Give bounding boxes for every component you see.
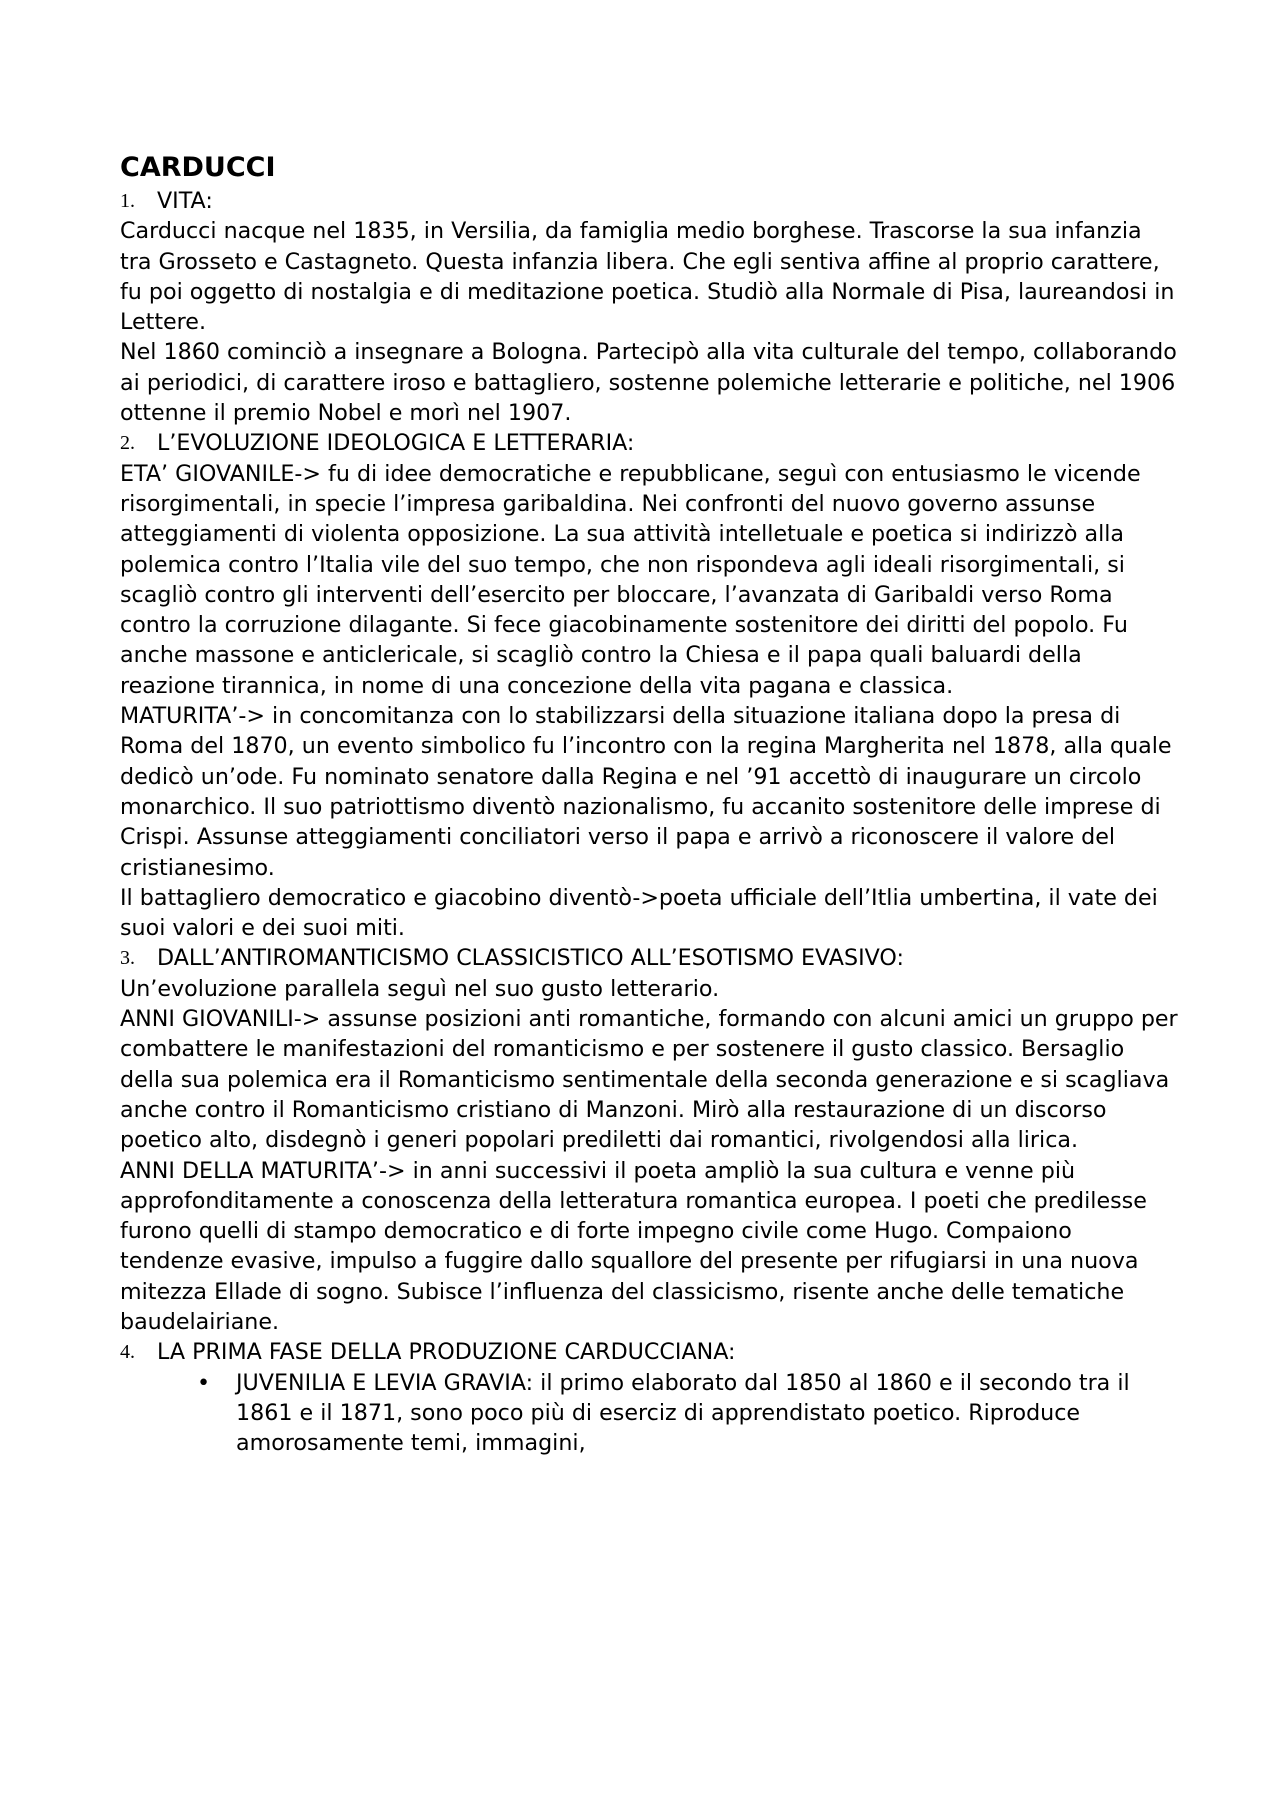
paragraph: Il battagliero democratico e giacobino diventò->poeta ufficiale dell’Itlia umbertina, il vate dei suoi valori e dei suoi miti. [120, 884, 1158, 942]
section-number: 4. [120, 1341, 135, 1364]
paragraph: Carducci nacque nel 1835, in Versilia, da famiglia medio borghese. Trascorse la sua infanzia tra Grosseto e Castagneto. Questa infanzia libera. Che egli sentiva affine al proprio carattere, fu poi oggetto di nostalgia e di meditazione poetica. Studiò alla Normale di Pisa, laureandosi in Lettere. [120, 218, 1175, 336]
paragraph: ETA’ GIOVANILE-> fu di idee democratiche e repubblicane, seguì con entusiasmo le vicende risorgimentali, in specie l’impresa garibaldina. Nei confronti del nuovo governo assunse atteggiamenti di violenta opposizione. La sua attività intelletuale e poetica si indirizzò alla polemica contro l’Italia vile del suo tempo, che non rispondeva agli ideali risorgimentali, si scagliò contro gli interventi dell’esercito per bloccare, l’avanzata di Garibaldi verso Roma contro la corruzione dilagante. Si fece giacobinamente sostenitore dei diritti del popolo. Fu anche massone e anticlericale, si scagliò contro la Chiesa e il papa quali baluardi della reazione tirannica, in nome di una concezione della vita pagana e classica. [120, 460, 1141, 699]
paragraph: MATURITA’-> in concomitanza con lo stabilizzarsi della situazione italiana dopo la presa di Roma del 1870, un evento simbolico fu l’incontro con la regina Margherita nel 1878, alla quale dedicò un’ode. Fu nominato senatore dalla Regina e nel ’91 accettò di inaugurare un circolo monarchico. Il suo patriottismo diventò nazionalismo, fu accanito sostenitore delle imprese di Crispi. Assunse atteggiamenti conciliatori verso il papa e arrivò a riconoscere il valore del cristianesimo. [120, 703, 1172, 881]
section-heading-text: VITA: [157, 188, 213, 214]
list-item [120, 1368, 1180, 1459]
section-number: 3. [120, 947, 135, 970]
paragraph: ANNI DELLA MATURITA’-> in anni successivi il poeta ampliò la sua cultura e venne più approfonditamente a conoscenza della letteratura romantica europea. I poeti che predilesse furono quelli di stampo democratico e di forte impegno civile come Hugo. Compaiono tendenze evasive, impulso a fuggire dallo squallore del presente per rifugiarsi in una nuova mitezza Ellade di sogno. Subisce l’influenza del classicismo, risente anche delle tematiche baudelairiane. [120, 1157, 1147, 1335]
bullet-icon: • [197, 1369, 211, 1396]
paragraph: ANNI GIOVANILI-> assunse posizioni anti romantiche, formando con alcuni amici un gruppo per combattere le manifestazioni del romanticismo e per sostenere il gusto classico. Bersaglio della sua polemica era il Romanticismo sentimentale della seconda generazione e si scagliava anche contro il Romanticismo cristiano di Manzoni. Mirò alla restaurazione di un discorso poetico alto, disdegnò i generi popolari prediletti dai romantici, rivolgendosi alla lirica. [120, 1006, 1178, 1154]
document-page [120, 150, 1180, 1458]
section-number: 1. [120, 190, 135, 212]
paragraph: Nel 1860 cominciò a insegnare a Bologna. Partecipò alla vita culturale del tempo, collaborando ai periodici, di carattere iroso e battagliero, sostenne polemiche letterarie e politiche, nel 1906 ottenne il premio Nobel e morì nel 1907. [120, 339, 1177, 427]
section-heading-text: LA PRIMA FASE DELLA PRODUZIONE CARDUCCIANA: [157, 1339, 736, 1366]
section-heading-evoluzione [120, 428, 1180, 458]
section-heading-text: L’EVOLUZIONE IDEOLOGICA E LETTERARIA: [157, 430, 635, 457]
section-heading-prima-fase [120, 1337, 1180, 1367]
section-number: 2. [120, 432, 135, 455]
document-title: CARDUCCI [120, 152, 276, 183]
section-heading-text: DALL’ANTIROMANTICISMO CLASSICISTICO ALL’ESOTISMO EVASIVO: [157, 945, 904, 972]
section-heading-antiromanticismo [120, 943, 1180, 973]
list-item-text: JUVENILIA E LEVIA GRAVIA: il primo elaborato dal 1850 al 1860 e il secondo tra il 1861 e il 1871, sono poco più di eserciz di apprendistato poetico. Riproduce amorosamente temi, immagini, [236, 1369, 1130, 1457]
paragraph: Un’evoluzione parallela seguì nel suo gusto letterario. [120, 975, 720, 1002]
section-heading-vita [120, 186, 1180, 216]
